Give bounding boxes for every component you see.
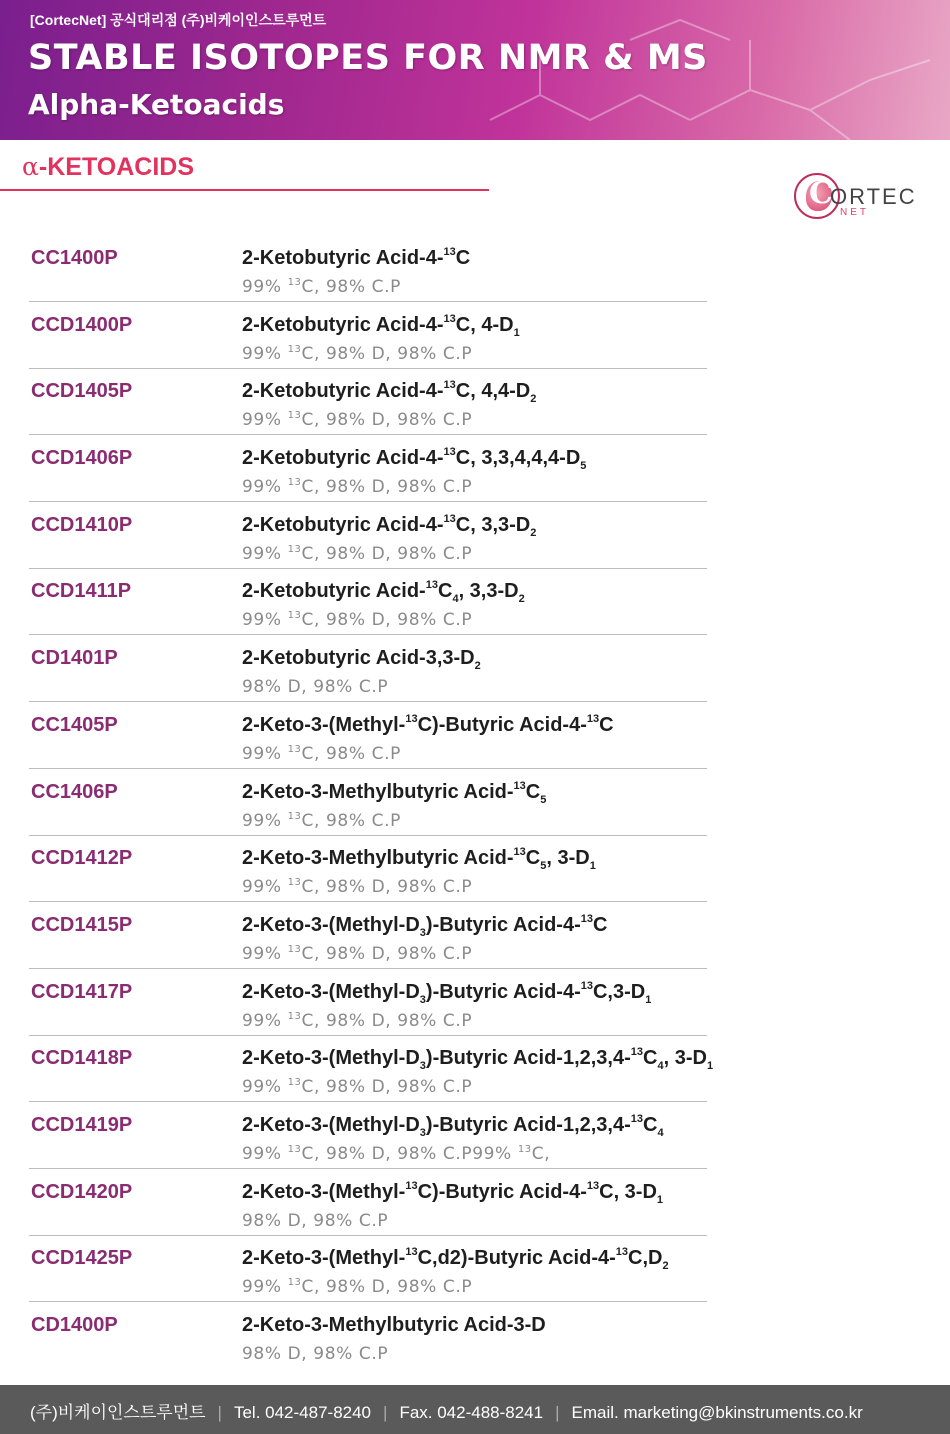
product-name-segment: 13 (513, 779, 526, 792)
product-name-segment: 5 (540, 793, 547, 806)
product-purity-segment: 99% (242, 1010, 288, 1031)
row-divider (29, 835, 707, 836)
product-purity-segment: 99% (242, 277, 288, 297)
product-name-segment: 2-Ketobutyric Acid- (242, 580, 426, 603)
product-purity-segment: 13 (287, 610, 302, 622)
product-name (242, 914, 607, 937)
product-row (0, 1304, 950, 1371)
product-purity-segment: C, 98% D, 98% C.P (301, 877, 473, 898)
product-purity-segment: 99% (242, 743, 288, 764)
product-name-segment: 5 (540, 860, 547, 873)
product-purity (242, 1211, 388, 1231)
product-row (0, 904, 950, 971)
product-purity-segment: 13 (287, 543, 302, 555)
product-name-segment: , 3,3-D (458, 580, 519, 603)
product-name-segment: C (455, 247, 471, 269)
product-row (0, 304, 950, 371)
row-divider (29, 1301, 707, 1302)
footer-tel: Tel. 042-487-8240 (233, 1403, 372, 1422)
product-code: CCD1418P (31, 1047, 133, 1070)
logo-sub: NET (840, 207, 869, 218)
row-divider (29, 1235, 707, 1236)
product-name-segment: C)-Butyric Acid-4- (417, 1180, 587, 1203)
product-purity (242, 744, 401, 764)
product-name-segment: C)-Butyric Acid-4- (417, 713, 587, 736)
product-code: CCD1417P (31, 980, 133, 1003)
product-purity-segment: C, 98% D, 98% C.P (301, 1277, 473, 1298)
cortecnet-logo (794, 173, 934, 225)
product-name-segment: 2-Keto-3-Methylbutyric Acid- (242, 780, 514, 803)
product-name-segment: 2-Keto-3-(Methyl-D (242, 913, 420, 936)
product-name-segment: 2 (474, 660, 481, 673)
product-name-segment: C,d2)-Butyric Acid-4- (417, 1247, 616, 1270)
product-name-segment: 2-Keto-3-(Methyl-D (242, 1047, 420, 1070)
logo-mark: C (809, 176, 833, 211)
product-name-segment: 2-Keto-3-(Methyl- (242, 1180, 406, 1203)
header-banner (0, 0, 950, 140)
product-name-segment: C,3-D (592, 980, 646, 1003)
page-subtitle: Alpha-Ketoacids (28, 88, 285, 121)
product-name (242, 1046, 714, 1073)
product-purity-segment: 13 (287, 1143, 302, 1155)
product-name-segment: 2-Ketobutyric Acid-4- (242, 447, 444, 470)
product-name-segment: C (643, 1047, 658, 1070)
pre-title: [CortecNet] 공식대리점 (주)비케이인스트루먼트 (30, 12, 327, 28)
product-name-segment: 13 (630, 1046, 644, 1059)
row-divider (29, 501, 707, 502)
product-name-segment: 13 (405, 1246, 418, 1259)
product-name (242, 579, 525, 606)
product-name-segment: 2-Keto-3-(Methyl- (242, 713, 406, 736)
product-purity-segment: C, 98% D, 98% C.P (301, 1077, 473, 1098)
product-name-segment: 4 (657, 1126, 664, 1139)
product-purity (242, 1277, 472, 1297)
product-name-segment: 13 (586, 1179, 600, 1192)
product-name-segment: C, 3,3,4,4,4-D (455, 447, 581, 470)
product-name-segment: C (599, 713, 614, 736)
product-name-segment: , 3-D (663, 1047, 707, 1070)
product-name-segment: )-Butyric Acid-4- (425, 980, 581, 1003)
product-purity-segment: C, 98% D, 98% C.P99% (301, 1143, 518, 1164)
product-name-segment: 2-Keto-3-(Methyl- (242, 1247, 406, 1270)
product-name-segment: 3 (419, 1126, 426, 1139)
product-name-segment: 13 (580, 912, 593, 925)
product-name-segment: 13 (405, 1179, 418, 1192)
product-name-segment: 1 (656, 1193, 664, 1206)
product-code: CD1401P (31, 647, 118, 670)
product-purity (242, 1077, 472, 1097)
row-divider (29, 434, 707, 435)
product-code: CCD1411P (31, 580, 132, 603)
row-divider (29, 568, 707, 569)
product-name-segment: )-Butyric Acid-1,2,3,4- (425, 1047, 631, 1070)
product-purity (242, 1144, 550, 1164)
product-row (0, 1037, 950, 1104)
product-row (0, 1237, 950, 1304)
product-name-segment: C, 4-D (455, 313, 514, 336)
product-purity-segment: 13 (287, 477, 302, 489)
product-purity (242, 677, 388, 697)
product-purity-segment: 13 (287, 410, 302, 422)
product-purity (242, 944, 472, 964)
product-name-segment: C (592, 913, 608, 936)
product-purity-segment: 99% (242, 477, 288, 498)
footer-separator: | (217, 1403, 222, 1422)
product-name-segment: 13 (443, 446, 456, 459)
row-divider (29, 1168, 707, 1169)
product-purity (242, 277, 401, 297)
product-purity-segment: C, 98% D, 98% C.P (301, 943, 473, 964)
product-purity (242, 610, 472, 630)
product-purity-segment: 99% (242, 1277, 288, 1298)
row-divider (29, 634, 707, 635)
product-name-segment: 3 (419, 993, 426, 1006)
product-purity-segment: C, 98% D, 98% C.P (301, 410, 473, 431)
product-name (242, 446, 587, 473)
product-name (242, 379, 537, 406)
product-purity-segment: 99% (242, 877, 288, 898)
product-name-segment: 13 (586, 712, 600, 725)
product-row (0, 237, 950, 304)
product-name-segment: 4 (452, 593, 459, 606)
product-purity-segment: 99% (242, 1077, 288, 1098)
product-name (242, 247, 470, 270)
page-title: STABLE ISOTOPES FOR NMR & MS (28, 38, 708, 78)
product-row (0, 504, 950, 571)
product-purity-segment: 99% (242, 543, 288, 564)
product-row (0, 437, 950, 504)
section-divider (0, 189, 489, 191)
footer-separator: | (383, 1403, 388, 1422)
product-purity-segment: 13 (287, 1010, 302, 1022)
product-code: CCD1412P (31, 847, 133, 870)
product-name (242, 314, 520, 337)
product-code: CCD1405P (31, 380, 133, 403)
product-purity-segment: C, 98% D, 98% C.P (301, 543, 473, 564)
product-name-segment: 2-Ketobutyric Acid-4- (242, 513, 444, 536)
row-divider (29, 301, 707, 302)
product-row (0, 704, 950, 771)
product-code: CCD1415P (31, 913, 133, 936)
product-name-segment: )-Butyric Acid-4- (425, 913, 581, 936)
product-purity-segment: 99% (242, 810, 288, 831)
product-name (242, 1314, 546, 1337)
product-purity-segment: 13 (287, 877, 302, 889)
product-purity (242, 477, 472, 497)
product-name-segment: 1 (589, 860, 596, 873)
footer-email[interactable]: Email. marketing@bkinstruments.co.kr (571, 1403, 863, 1422)
product-name-segment: 1 (513, 326, 520, 339)
product-name-segment: 2-Keto-3-Methylbutyric Acid- (242, 847, 514, 870)
product-purity-segment: C, (531, 1143, 551, 1164)
product-name-segment: 13 (405, 712, 418, 725)
product-name-segment: 1 (706, 1060, 714, 1073)
product-purity-segment: 99% (242, 943, 288, 964)
product-name-segment: C, 3,3-D (455, 513, 531, 536)
product-purity-segment: 98% D, 98% C.P (242, 1344, 389, 1364)
logo-word: ORTEC (830, 184, 917, 209)
footer-company: (주)비케이인스트루먼트 (30, 1403, 206, 1422)
row-divider (29, 1101, 707, 1102)
product-purity-segment: 13 (287, 1277, 302, 1289)
product-code: CCD1406P (31, 447, 133, 470)
product-name-segment: )-Butyric Acid-1,2,3,4- (425, 1113, 631, 1136)
product-purity-segment: 13 (287, 943, 302, 955)
product-name-segment: 13 (425, 579, 438, 592)
product-name-segment: 1 (645, 993, 652, 1006)
product-name-segment: 2 (662, 1260, 669, 1273)
product-name-segment: 3 (419, 926, 426, 939)
product-name-segment: 2 (530, 393, 537, 406)
product-row (0, 837, 950, 904)
product-name-segment: C,D (628, 1247, 663, 1270)
product-row (0, 370, 950, 437)
product-name-segment: C, 3-D (599, 1180, 657, 1203)
product-name-segment: 2-Ketobutyric Acid-3,3-D (242, 647, 475, 670)
product-name (242, 647, 481, 673)
product-row (0, 637, 950, 704)
product-purity-segment: 99% (242, 410, 288, 431)
product-code: CCD1400P (31, 313, 133, 336)
product-name-segment: 2-Ketobutyric Acid-4- (242, 247, 444, 269)
row-divider (29, 701, 707, 702)
product-purity-segment: C, 98% D, 98% C.P (301, 610, 473, 631)
product-code: CD1400P (31, 1314, 118, 1336)
product-purity (242, 877, 472, 897)
product-list (0, 237, 950, 1371)
product-name-segment: 13 (580, 979, 593, 992)
section-title-text: -KETOACIDS (38, 153, 194, 181)
product-code: CC1400P (31, 247, 118, 269)
product-name-segment: 13 (513, 846, 526, 859)
product-purity (242, 811, 401, 831)
product-name-segment: 13 (443, 246, 456, 258)
alpha-symbol: α (22, 152, 39, 181)
product-name-segment: 13 (443, 312, 456, 325)
product-name-segment: 2-Keto-3-(Methyl-D (242, 1113, 420, 1136)
product-purity-segment: C, 98% C.P (301, 277, 401, 297)
product-name (242, 1114, 664, 1137)
product-purity (242, 1011, 472, 1031)
product-name-segment: 2 (518, 593, 525, 606)
product-code: CCD1425P (31, 1247, 133, 1270)
product-name (242, 514, 536, 537)
product-name-segment: 13 (443, 379, 456, 392)
product-code: CC1405P (31, 713, 118, 736)
product-name-segment: 4 (657, 1060, 664, 1073)
product-name-segment: C (643, 1113, 658, 1136)
product-name-segment: 13 (615, 1246, 629, 1259)
product-purity-segment: 13 (517, 1143, 532, 1155)
product-code: CCD1420P (31, 1180, 133, 1203)
product-purity-segment: C, 98% D, 98% C.P (301, 477, 473, 498)
product-name-segment: , 3-D (546, 847, 590, 870)
product-purity-segment: 13 (287, 277, 302, 288)
product-name (242, 981, 651, 1004)
row-divider (29, 768, 707, 769)
product-purity-segment: 13 (287, 743, 302, 755)
product-name-segment: 5 (580, 460, 587, 473)
product-row (0, 1171, 950, 1238)
product-purity (242, 544, 472, 564)
product-purity-segment: 98% D, 98% C.P (242, 677, 389, 698)
product-name-segment: 2-Keto-3-(Methyl-D (242, 980, 420, 1003)
product-row (0, 570, 950, 637)
product-name-segment: 2-Ketobutyric Acid-4- (242, 313, 444, 336)
product-name-segment: C (525, 847, 541, 870)
product-purity (242, 410, 472, 430)
product-row (0, 1104, 950, 1171)
row-divider (29, 968, 707, 969)
product-purity-segment: C, 98% C.P (301, 743, 401, 764)
product-purity-segment: 13 (287, 343, 302, 355)
product-purity-segment: 98% D, 98% C.P (242, 1210, 389, 1231)
product-purity (242, 1344, 388, 1364)
product-purity-segment: C, 98% D, 98% C.P (301, 1010, 473, 1031)
product-name (242, 1246, 669, 1273)
product-purity-segment: C, 98% D, 98% C.P (301, 343, 473, 364)
row-divider (29, 368, 707, 369)
product-purity-segment: 99% (242, 610, 288, 631)
footer-separator: | (555, 1403, 560, 1422)
footer-contact (30, 1398, 863, 1423)
product-name-segment: 2 (530, 526, 537, 539)
product-purity-segment: 13 (287, 1077, 302, 1089)
product-purity-segment: C, 98% C.P (301, 810, 401, 831)
product-purity-segment: 13 (287, 810, 302, 822)
product-name (242, 1181, 663, 1204)
product-name-segment: C (525, 780, 541, 803)
product-name-segment: 2-Ketobutyric Acid-4- (242, 380, 444, 403)
product-code: CCD1419P (31, 1113, 133, 1136)
product-purity-segment: 99% (242, 1143, 288, 1164)
footer-fax: Fax. 042-488-8241 (399, 1403, 544, 1422)
footer-bar (0, 1385, 950, 1434)
product-name-segment: C, 4,4-D (455, 380, 531, 403)
product-name-segment: 13 (630, 1112, 644, 1125)
row-divider (29, 901, 707, 902)
section-title (22, 152, 194, 182)
product-name (242, 846, 596, 873)
product-name-segment: 13 (443, 512, 456, 525)
product-code: CC1406P (31, 780, 118, 803)
product-purity-segment: 99% (242, 343, 288, 364)
product-name-segment: 2-Keto-3-Methylbutyric Acid-3-D (242, 1314, 546, 1336)
product-purity (242, 344, 472, 364)
product-name-segment: C (437, 580, 453, 603)
product-name (242, 714, 614, 737)
product-name-segment: 3 (419, 1060, 426, 1073)
product-name (242, 781, 546, 804)
product-row (0, 771, 950, 838)
product-row (0, 971, 950, 1038)
row-divider (29, 1035, 707, 1036)
product-code: CCD1410P (31, 513, 133, 536)
